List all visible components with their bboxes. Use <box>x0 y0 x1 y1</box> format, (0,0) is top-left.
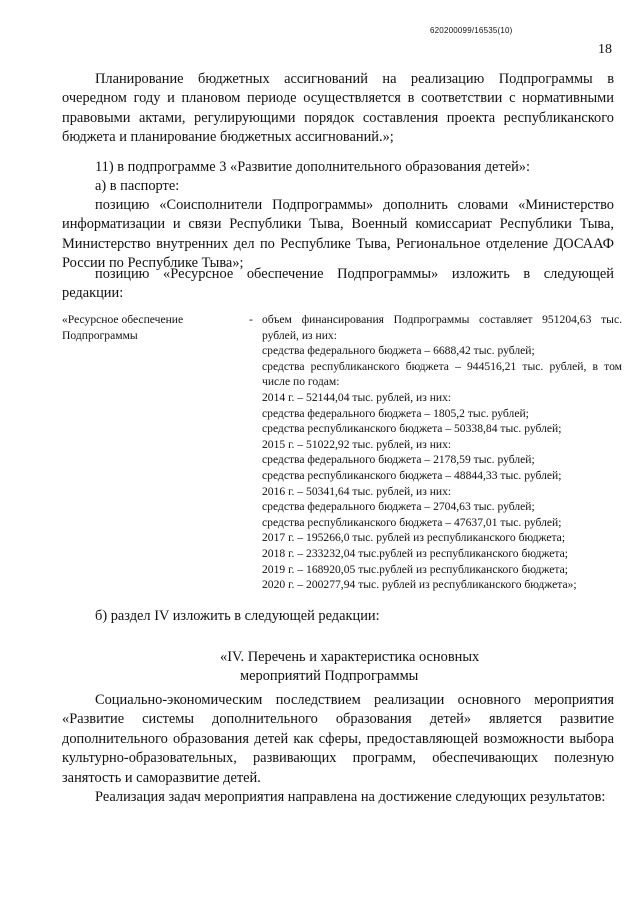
paragraph-subprogram-3: 11) в подпрограмме 3 «Развитие дополнительного образования детей»: <box>95 159 530 175</box>
resource-line: объем финансирования Подпрограммы составляет 951204,63 тыс. рублей, из них: <box>262 313 622 342</box>
resource-line: средства федерального бюджета – 2178,59 тыс. рублей; <box>262 453 535 467</box>
resource-line: средства республиканского бюджета – 47637,01 тыс. рублей; <box>262 515 562 529</box>
resource-line: 2020 г. – 200277,94 тыс. рублей из республиканского бюджета»; <box>262 578 577 592</box>
resource-line: 2015 г. – 51022,92 тыс. рублей, из них: <box>262 437 452 451</box>
resource-line: 2016 г. – 50341,64 тыс. рублей, из них: <box>262 484 452 498</box>
resource-table-label: «Ресурсное обеспечение Подпрограммы <box>62 313 184 342</box>
resource-line: средства республиканского бюджета – 48844,33 тыс. рублей; <box>262 468 562 482</box>
resource-line: 2019 г. – 168920,05 тыс.рублей из республиканского бюджета; <box>262 562 568 576</box>
paragraph-resource-provision: позицию «Ресурсное обеспечение Подпрограммы» изложить в следующей редакции: <box>62 266 614 302</box>
section-heading-line2: мероприятий Подпрограммы <box>240 668 419 684</box>
paragraph-budget-planning: Планирование бюджетных ассигнований на реализацию Подпрограммы в очередном году и плановом периоде осуществляется в соответствии с нормативными правовыми актами, регулирующими порядок составления проекта республиканского бюджета и планирование бюджетных ассигнований.»; <box>62 71 614 146</box>
paragraph-section-iv: б) раздел IV изложить в следующей редакции: <box>95 608 380 624</box>
resource-line: 2017 г. – 195266,0 тыс. рублей из республиканского бюджета; <box>262 531 566 545</box>
resource-line: 2014 г. – 52144,04 тыс. рублей, из них: <box>262 390 452 404</box>
page-number: 18 <box>598 42 612 57</box>
resource-table-dash: - <box>249 313 253 326</box>
resource-line: средства федерального бюджета – 6688,42 тыс. рублей; <box>262 344 535 358</box>
resource-line: средства республиканского бюджета – 50338,84 тыс. рублей; <box>262 422 562 436</box>
paragraph-passport: а) в паспорте: <box>95 178 180 194</box>
document-id: 620200099/16535(10) <box>430 26 513 35</box>
paragraph-co-executors: позицию «Соисполнители Подпрограммы» дополнить словами «Министерство информатизации и связи Республики Тыва, Военный комиссариат Республики Тыва, Министерство внутренних дел по Республике Тыва, Региональное отделение ДОСААФ России по Республике Тыва»; <box>62 197 614 272</box>
resource-line: средства федерального бюджета – 1805,2 тыс. рублей; <box>262 406 529 420</box>
section-heading-line1: «IV. Перечень и характеристика основных <box>220 649 480 665</box>
resource-line: 2018 г. – 233232,04 тыс.рублей из республиканского бюджета; <box>262 546 568 560</box>
resource-table-values <box>262 312 622 593</box>
resource-line: средства республиканского бюджета – 944516,21 тыс. рублей, в том числе по годам: <box>262 359 622 389</box>
paragraph-socio-economic: Социально-экономическим последствием реализации основного мероприятия «Развитие системы дополнительного образования детей» является развитие дополнительного образования детей как сферы, предоставляющей возможности выбора культурно-образовательных, развивающих программ, обеспечивающих полезную занятость и саморазвитие детей. <box>62 692 614 786</box>
resource-line: средства федерального бюджета – 2704,63 тыс. рублей; <box>262 500 535 514</box>
paragraph-implementation: Реализация задач мероприятия направлена на достижение следующих результатов: <box>95 789 606 805</box>
